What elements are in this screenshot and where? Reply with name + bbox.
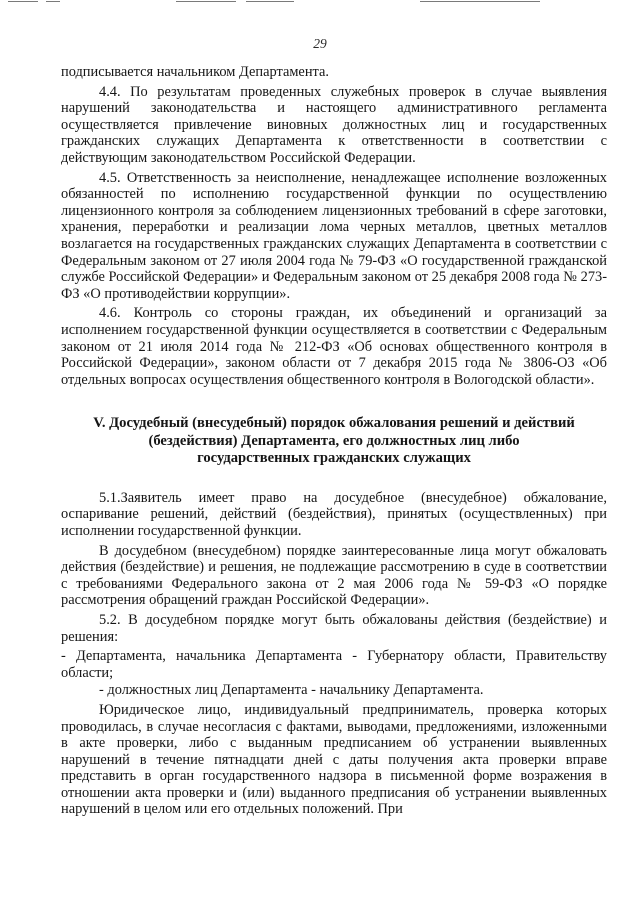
paragraph-4-6: 4.6. Контроль со стороны граждан, их объединений и организаций за исполнением государственной функции осуществляется в соответствии с Федеральным законом от 21 июля 2014 года № 212-ФЗ «Об основах общественного контроля в Российской Федерации», законом области от 7 декабря 2015 года № 3806-ОЗ «Об отдельных вопросах осуществления общественного контроля в Вологодской области». (61, 305, 607, 388)
paragraph-pretrial-order: В досудебном (внесудебном) порядке заинтересованные лица могут обжаловать действия (бездействие) и решения, не подлежащие рассмотрению в суде в соответствии с требованиями Федерального закона от 2 мая 2006 года № 59-ФЗ «О порядке рассмотрения обращений граждан Российской Федерации». (61, 542, 607, 609)
list-item-department: - Департамента, начальника Департамента - Губернатору области, Правительству области; (61, 648, 607, 681)
page-number: 29 (313, 36, 327, 51)
section-v-heading (61, 415, 607, 468)
paragraph-4-4: 4.4. По результатам проведенных служебных проверок в случае выявления нарушений законодательства и настоящего административного регламента осуществляется привлечение виновных должностных лиц и государственных гражданских служащих Департамента к ответственности в соответствии с действующим законодательством Российской Федерации. (61, 83, 607, 166)
list-item-officials: - должностных лиц Департамента - начальнику Департамента. (99, 682, 484, 699)
paragraph-5-2: 5.2. В досудебном порядке могут быть обжалованы действия (бездействие) и решения: (61, 611, 607, 645)
paragraph-legal-entity: Юридическое лицо, индивидуальный предприниматель, проверка которых проводилась, в случае несогласия с фактами, выводами, предложениями, изложенными в акте проверки, либо с выданным предписанием об устранении выявленных нарушений в течение пятнадцати дней с даты получения акта проверки вправе представить в орган государственного надзора в письменной форме возражения в отношении акта проверки и (или) выданного предписания об устранении выявленных нарушений в целом или его отдельных положений. При (61, 701, 607, 818)
paragraph-continuation: подписывается начальником Департамента. (61, 64, 329, 80)
section-heading-line-3: государственных гражданских служащих (197, 450, 471, 467)
document-body (61, 64, 607, 818)
paragraph-4-5: 4.5. Ответственность за неисполнение, ненадлежащее исполнение возложенных обязанностей по исполнению государственной функции по осуществлению лицензионного контроля за соблюдением лицензионных требований в сфере заготовки, хранения, переработки и реализации лома черных металлов, цветных металлов возлагается на государственных гражданских служащих Департамента в соответствии с Федеральным законом от 27 июля 2004 года № 79-ФЗ «О государственной гражданской службе Российской Федерации» и Федеральным законом от 25 декабря 2008 года № 273-ФЗ «О противодействии коррупции». (61, 169, 607, 302)
section-heading-line-2: (бездействия) Департамента, его должностных лиц либо (148, 432, 520, 449)
section-heading-line-1: V. Досудебный (внесудебный) порядок обжалования решений и действий (93, 415, 575, 432)
scan-edge-marks (0, 0, 640, 6)
paragraph-5-1: 5.1.Заявитель имеет право на досудебное (внесудебное) обжалование, оспаривание решений, действий (бездействия), принятых (осуществленных) при исполнении государственной функции. (61, 489, 607, 539)
